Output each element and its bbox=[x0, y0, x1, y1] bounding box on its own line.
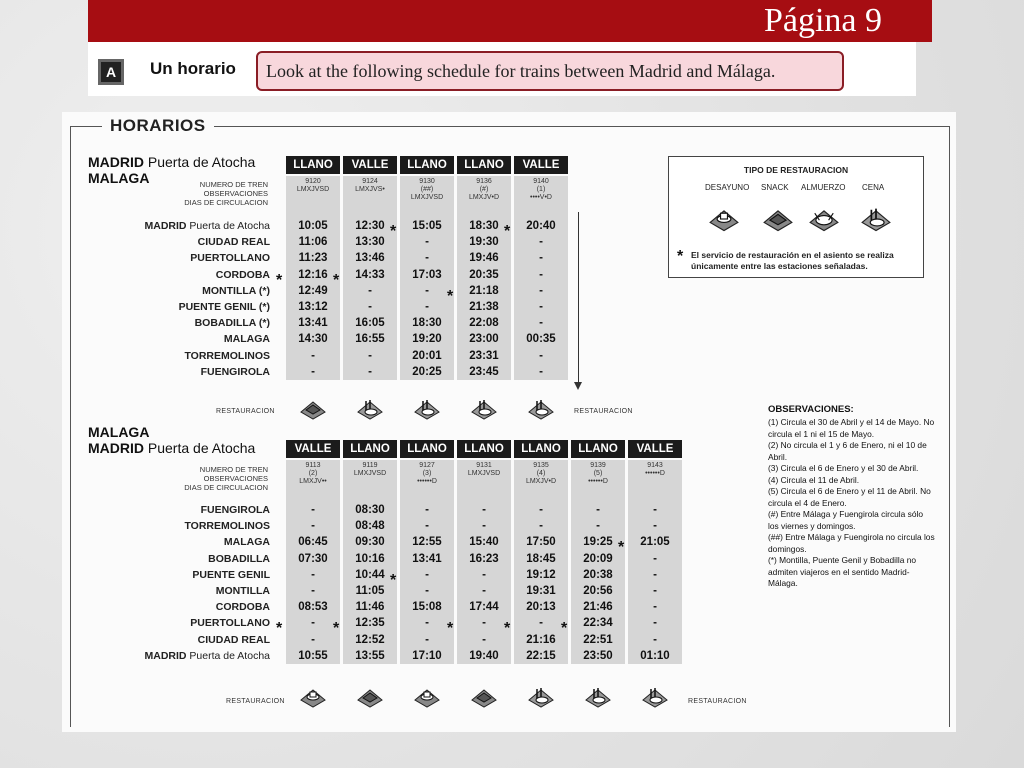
cena-icon bbox=[414, 398, 440, 420]
time-cell: - bbox=[653, 552, 657, 565]
train-type-header: LLANO bbox=[457, 440, 511, 458]
asterisk-icon: * bbox=[333, 620, 340, 638]
train-meta bbox=[571, 462, 625, 486]
observacion-item: (4) Circula el 11 de Abril. bbox=[768, 474, 860, 485]
time-cell: 08:30 bbox=[355, 504, 385, 516]
time-cell: 18:45 bbox=[526, 552, 556, 565]
train-type-header: LLANO bbox=[400, 440, 454, 458]
observaciones-panel bbox=[768, 404, 936, 590]
station-name bbox=[102, 534, 270, 550]
observacion-item: (##) Entre Málaga y Fuengirola no circula los domingos. bbox=[768, 532, 935, 554]
station-name bbox=[102, 364, 270, 380]
station-name-bold: CIUDAD REAL bbox=[197, 236, 270, 249]
time-cell: 16:05 bbox=[355, 317, 385, 330]
time-cell: 21:46 bbox=[583, 601, 613, 614]
station-name bbox=[102, 615, 270, 631]
activity-a-icon: A bbox=[98, 59, 124, 85]
cena-icon bbox=[528, 398, 554, 420]
asterisk-icon: * bbox=[390, 571, 397, 589]
station-name-bold: TORREMOLINOS bbox=[184, 349, 270, 362]
route-origin-sub: Puerta de Atocha bbox=[144, 154, 256, 170]
time-cell: 20:40 bbox=[526, 220, 556, 232]
time-cell: 23:31 bbox=[469, 349, 499, 362]
time-cell: - bbox=[653, 568, 657, 581]
train-type-header: VALLE bbox=[343, 156, 397, 174]
station-name-bold: CIUDAD REAL bbox=[197, 633, 270, 646]
time-cell: 10:44 bbox=[355, 568, 385, 581]
time-cell: 22:51 bbox=[583, 633, 613, 646]
time-cell: 22:08 bbox=[469, 317, 499, 330]
station-name-bold: CORDOBA bbox=[215, 601, 270, 614]
train-meta bbox=[628, 462, 682, 478]
time-cell: 17:03 bbox=[412, 268, 442, 281]
time-cell: - bbox=[425, 520, 429, 533]
time-cell: - bbox=[539, 504, 543, 516]
station-name-bold: MALAGA bbox=[223, 333, 270, 346]
activity-title: Un horario bbox=[150, 59, 236, 78]
time-cell: - bbox=[311, 365, 315, 378]
restauracion-legend bbox=[668, 156, 924, 278]
station-name bbox=[102, 567, 270, 583]
time-cell: 15:05 bbox=[412, 220, 442, 232]
time-cell: 13:12 bbox=[298, 301, 328, 313]
station-name-sub: Puerta de Atocha bbox=[186, 220, 270, 232]
time-cell: - bbox=[425, 301, 429, 313]
asterisk-icon: * bbox=[390, 223, 397, 240]
station-name bbox=[102, 348, 270, 364]
return-route-title bbox=[88, 424, 255, 456]
time-cell: - bbox=[311, 504, 315, 516]
time-cell: - bbox=[539, 284, 543, 297]
time-cell: - bbox=[368, 284, 372, 297]
time-cell: 09:30 bbox=[355, 536, 385, 549]
time-cell: - bbox=[425, 617, 429, 630]
train-type-header: LLANO bbox=[400, 156, 454, 174]
route-destination: MALAGA bbox=[88, 170, 150, 186]
time-cell: - bbox=[653, 585, 657, 597]
time-cell: 19:25 bbox=[583, 536, 613, 549]
outbound-restauracion-label: RESTAURACION bbox=[216, 408, 275, 415]
time-cell: 19:46 bbox=[469, 252, 499, 265]
asterisk-icon: * bbox=[618, 539, 625, 557]
time-cell: - bbox=[539, 268, 543, 281]
time-cell: 10:16 bbox=[355, 552, 385, 565]
station-name bbox=[102, 299, 270, 315]
time-cell: - bbox=[425, 585, 429, 597]
train-days: LMXJV•D bbox=[525, 478, 557, 485]
time-cell: 13:41 bbox=[298, 317, 328, 330]
train-number: 9131 bbox=[476, 462, 492, 469]
observacion-item: (3) Circula el 6 de Enero y el 30 de Abril. bbox=[768, 463, 919, 473]
desayuno-icon bbox=[300, 686, 326, 708]
cena-icon bbox=[528, 686, 554, 708]
train-meta bbox=[514, 178, 568, 202]
schedule-document bbox=[62, 112, 956, 732]
time-cell: - bbox=[311, 568, 315, 581]
train-number: 9135 bbox=[533, 462, 549, 469]
train-days: LMXJVSD bbox=[467, 470, 501, 477]
time-cell: - bbox=[368, 301, 372, 313]
time-cell: 23:00 bbox=[469, 333, 499, 346]
train-days: ••••••D bbox=[645, 470, 665, 477]
time-cell: 23:45 bbox=[469, 365, 499, 378]
station-name bbox=[102, 502, 270, 518]
observacion-item: (5) Circula el 6 de Enero y el 11 de Abril. No circula el 4 de Enero. bbox=[768, 486, 931, 508]
time-cell: 20:09 bbox=[583, 552, 613, 565]
time-cell: 21:05 bbox=[640, 536, 670, 549]
station-name-bold: PUERTOLLANO bbox=[190, 252, 270, 265]
station-name bbox=[102, 551, 270, 567]
time-cell: - bbox=[539, 317, 543, 330]
train-observation: (3) bbox=[422, 470, 432, 477]
time-cell: - bbox=[425, 504, 429, 516]
time-cell: 19:31 bbox=[526, 585, 556, 597]
station-name-bold: PUENTE GENIL (*) bbox=[178, 301, 270, 313]
cena-icon bbox=[471, 398, 497, 420]
time-cell: 14:30 bbox=[298, 333, 328, 346]
return-route-destination: MADRID bbox=[88, 440, 144, 456]
page-number: Página 9 bbox=[763, 2, 882, 39]
time-cell: 15:40 bbox=[469, 536, 499, 549]
time-cell: 12:55 bbox=[412, 536, 442, 549]
train-number: 9119 bbox=[362, 462, 378, 469]
time-cell: - bbox=[311, 617, 315, 630]
cena-icon bbox=[642, 686, 668, 708]
station-name-bold: TORREMOLINOS bbox=[184, 520, 270, 533]
station-name-sub: Puerta de Atocha bbox=[186, 649, 270, 662]
train-number: 9136 bbox=[476, 178, 492, 185]
time-cell: - bbox=[425, 252, 429, 265]
time-cell: 12:16 bbox=[298, 268, 328, 281]
train-observation: (1) bbox=[536, 186, 546, 193]
activity-strip bbox=[88, 42, 916, 96]
train-observation: (##) bbox=[420, 186, 434, 193]
time-cell: 20:56 bbox=[583, 585, 613, 597]
time-cell: - bbox=[596, 504, 600, 516]
time-cell: - bbox=[482, 617, 486, 630]
train-days: LMXJVS• bbox=[355, 186, 385, 193]
train-number: 9127 bbox=[419, 462, 435, 469]
time-cell: - bbox=[482, 504, 486, 516]
time-cell: 19:12 bbox=[526, 568, 556, 581]
time-cell: 07:30 bbox=[298, 552, 328, 565]
time-cell: 12:30 bbox=[355, 220, 385, 232]
station-name-bold: MALAGA bbox=[223, 536, 270, 549]
station-name-bold: BOBADILLA bbox=[208, 552, 270, 565]
time-cell: 11:23 bbox=[298, 252, 328, 265]
time-cell: - bbox=[482, 585, 486, 597]
instruction-box: Look at the following schedule for trains between Madrid and Málaga. bbox=[256, 51, 844, 91]
train-days: LMXJV•• bbox=[299, 478, 327, 485]
time-cell: 08:48 bbox=[355, 520, 385, 533]
asterisk-icon: * bbox=[561, 620, 568, 638]
cena-icon bbox=[357, 398, 383, 420]
station-name bbox=[102, 315, 270, 331]
train-days: LMXJVSD bbox=[296, 186, 330, 193]
time-cell: - bbox=[425, 284, 429, 297]
train-number: 9124 bbox=[362, 178, 378, 185]
time-cell: 23:50 bbox=[583, 649, 613, 662]
time-cell: - bbox=[482, 520, 486, 533]
station-name-bold: MADRID bbox=[144, 649, 187, 662]
time-cell: - bbox=[368, 365, 372, 378]
return-restauracion-label-right: RESTAURACION bbox=[688, 698, 747, 705]
time-cell: 20:01 bbox=[412, 349, 442, 362]
train-type-header: LLANO bbox=[571, 440, 625, 458]
time-cell: 13:46 bbox=[355, 252, 385, 265]
time-cell: - bbox=[425, 568, 429, 581]
snack-icon bbox=[300, 398, 326, 420]
station-name bbox=[102, 218, 270, 234]
train-meta bbox=[400, 462, 454, 486]
desayuno-icon bbox=[709, 205, 739, 233]
station-name bbox=[102, 599, 270, 615]
train-type-header: LLANO bbox=[514, 440, 568, 458]
time-cell: 22:15 bbox=[526, 649, 556, 662]
time-cell: 13:30 bbox=[355, 236, 385, 249]
outbound-arrowhead bbox=[574, 382, 582, 390]
time-cell: 20:38 bbox=[583, 568, 613, 581]
observacion-item: (1) Circula el 30 de Abril y el 14 de Mayo. No circula el 1 ni el 15 de Mayo. bbox=[768, 417, 935, 439]
time-cell: 13:55 bbox=[355, 649, 385, 662]
title-banner bbox=[88, 0, 932, 42]
train-number: 9113 bbox=[305, 462, 321, 469]
station-name bbox=[102, 648, 270, 664]
time-cell: 11:05 bbox=[355, 585, 385, 597]
snack-icon bbox=[763, 205, 793, 233]
time-cell: 18:30 bbox=[469, 220, 499, 232]
label-numero: NUMERO DE TREN bbox=[199, 465, 268, 474]
restauracion-legend-title: TIPO DE RESTAURACION bbox=[743, 165, 849, 175]
train-type-header: VALLE bbox=[628, 440, 682, 458]
time-cell: 15:08 bbox=[412, 601, 442, 614]
almuerzo-icon bbox=[809, 205, 839, 233]
train-number: 9139 bbox=[590, 462, 606, 469]
train-type-header: VALLE bbox=[514, 156, 568, 174]
meal-cena: CENA bbox=[862, 183, 885, 192]
station-name-bold: FUENGIROLA bbox=[200, 365, 270, 378]
time-cell: 19:20 bbox=[412, 333, 442, 346]
meal-desayuno: DESAYUNO bbox=[705, 183, 750, 192]
station-name bbox=[102, 250, 270, 266]
time-cell: 17:10 bbox=[412, 649, 442, 662]
time-cell: 19:40 bbox=[469, 649, 499, 662]
train-days: ••••V•D bbox=[530, 194, 552, 201]
train-observation: (#) bbox=[479, 186, 489, 193]
train-type-header: LLANO bbox=[286, 156, 340, 174]
time-cell: - bbox=[539, 520, 543, 533]
time-cell: 11:06 bbox=[298, 236, 328, 249]
time-cell: 10:05 bbox=[298, 220, 328, 232]
train-number: 9143 bbox=[647, 462, 663, 469]
route-origin: MADRID bbox=[88, 154, 144, 170]
train-observation: (2) bbox=[308, 470, 318, 477]
train-type-header: LLANO bbox=[343, 440, 397, 458]
train-meta bbox=[457, 462, 511, 478]
station-name-bold: BOBADILLA (*) bbox=[194, 317, 270, 330]
outbound-arrow bbox=[578, 212, 579, 384]
time-cell: 21:38 bbox=[469, 301, 499, 313]
label-numero: NUMERO DE TREN bbox=[199, 180, 268, 189]
train-number: 9120 bbox=[305, 178, 321, 185]
time-cell: 14:33 bbox=[355, 268, 385, 281]
station-name-bold: CORDOBA bbox=[215, 268, 270, 281]
observacion-item: (*) Montilla, Puente Genil y Bobadilla no admiten viajeros en el sentido Madrid-Málaga. bbox=[768, 555, 917, 588]
time-cell: - bbox=[311, 520, 315, 533]
cena-icon bbox=[585, 686, 611, 708]
time-cell: 13:41 bbox=[412, 552, 442, 565]
time-cell: - bbox=[311, 585, 315, 597]
time-cell: - bbox=[653, 601, 657, 614]
time-cell: 22:34 bbox=[583, 617, 613, 630]
train-type-header: LLANO bbox=[457, 156, 511, 174]
time-cell: 18:30 bbox=[412, 317, 442, 330]
return-header-labels bbox=[152, 465, 268, 492]
train-days: LMXJVSD bbox=[353, 470, 387, 477]
station-name bbox=[102, 283, 270, 299]
label-observaciones: OBSERVACIONES bbox=[203, 474, 268, 483]
time-cell: - bbox=[482, 633, 486, 646]
meal-almuerzo: ALMUERZO bbox=[801, 183, 846, 192]
train-meta bbox=[343, 462, 397, 478]
train-meta bbox=[514, 462, 568, 486]
time-cell: 11:46 bbox=[355, 601, 385, 614]
train-meta bbox=[286, 462, 340, 486]
asterisk-icon: * bbox=[276, 271, 283, 289]
label-dias: DIAS DE CIRCULACION bbox=[184, 483, 268, 492]
asterisk-icon: * bbox=[447, 287, 454, 305]
time-cell: - bbox=[539, 252, 543, 265]
time-cell: - bbox=[596, 520, 600, 533]
asterisk-icon: * bbox=[677, 248, 684, 265]
return-restauracion-label: RESTAURACION bbox=[226, 698, 285, 705]
label-dias: DIAS DE CIRCULACION bbox=[184, 198, 268, 207]
time-cell: - bbox=[653, 520, 657, 533]
time-cell: - bbox=[539, 365, 543, 378]
station-name-bold: MONTILLA (*) bbox=[202, 284, 270, 297]
time-cell: - bbox=[539, 236, 543, 249]
time-cell: - bbox=[653, 504, 657, 516]
station-name bbox=[102, 267, 270, 283]
cena-icon bbox=[861, 205, 891, 233]
time-cell: 16:23 bbox=[469, 552, 499, 565]
time-cell: 16:55 bbox=[355, 333, 385, 346]
return-route-destination-sub: Puerta de Atocha bbox=[144, 440, 256, 456]
train-observation: (5) bbox=[593, 470, 603, 477]
station-name-bold: MADRID bbox=[144, 220, 187, 232]
asterisk-icon: * bbox=[504, 620, 511, 638]
time-cell: 12:49 bbox=[298, 284, 328, 297]
time-cell: - bbox=[539, 349, 543, 362]
time-cell: - bbox=[539, 617, 543, 630]
train-meta bbox=[286, 178, 340, 194]
time-cell: - bbox=[311, 349, 315, 362]
station-name bbox=[102, 234, 270, 250]
snack-icon bbox=[357, 686, 383, 708]
train-days: ••••••D bbox=[417, 478, 437, 485]
time-cell: 10:55 bbox=[298, 649, 328, 662]
time-cell: 21:18 bbox=[469, 284, 499, 297]
station-name-bold: PUENTE GENIL bbox=[192, 568, 270, 581]
observaciones-title: OBSERVACIONES: bbox=[768, 404, 854, 415]
asterisk-icon: * bbox=[333, 271, 340, 289]
time-cell: - bbox=[425, 236, 429, 249]
station-name-bold: MONTILLA bbox=[215, 585, 270, 597]
time-cell: 21:16 bbox=[526, 633, 556, 646]
train-type-header: VALLE bbox=[286, 440, 340, 458]
train-days: LMXJVSD bbox=[410, 194, 444, 201]
time-cell: - bbox=[539, 301, 543, 313]
train-number: 9140 bbox=[533, 178, 549, 185]
time-cell: 01:10 bbox=[640, 649, 670, 662]
time-cell: 06:45 bbox=[298, 536, 328, 549]
station-name bbox=[102, 583, 270, 599]
time-cell: 12:52 bbox=[355, 633, 385, 646]
time-cell: 17:44 bbox=[469, 601, 499, 614]
station-name-bold: PUERTOLLANO bbox=[190, 617, 270, 630]
time-cell: - bbox=[653, 617, 657, 630]
train-observation: (4) bbox=[536, 470, 546, 477]
desayuno-icon bbox=[414, 686, 440, 708]
train-days: ••••••D bbox=[588, 478, 608, 485]
outbound-header-labels bbox=[152, 180, 268, 207]
train-number: 9130 bbox=[419, 178, 435, 185]
asterisk-icon: * bbox=[504, 223, 511, 240]
train-meta bbox=[400, 178, 454, 202]
label-observaciones: OBSERVACIONES bbox=[203, 189, 268, 198]
document-title: HORARIOS bbox=[102, 116, 214, 136]
train-days: LMXJV•D bbox=[468, 194, 500, 201]
snack-icon bbox=[471, 686, 497, 708]
station-name bbox=[102, 331, 270, 347]
train-meta bbox=[343, 178, 397, 194]
time-cell: 08:53 bbox=[298, 601, 328, 614]
time-cell: - bbox=[311, 633, 315, 646]
outbound-restauracion-label-right: RESTAURACION bbox=[574, 408, 633, 415]
time-cell: - bbox=[653, 633, 657, 646]
restauracion-note: El servicio de restauración en el asiento se realiza únicamente entre las estaciones señaladas. bbox=[691, 250, 894, 271]
time-cell: 17:50 bbox=[526, 536, 556, 549]
time-cell: 20:35 bbox=[469, 268, 499, 281]
time-cell: - bbox=[368, 349, 372, 362]
time-cell: 19:30 bbox=[469, 236, 499, 249]
observacion-item: (#) Entre Málaga y Fuengirola circula sólo los viernes y domingos. bbox=[768, 509, 924, 531]
station-name-bold: FUENGIROLA bbox=[200, 504, 270, 516]
time-cell: 20:25 bbox=[412, 365, 442, 378]
time-cell: 20:13 bbox=[526, 601, 556, 614]
asterisk-icon: * bbox=[276, 620, 283, 638]
observacion-item: (2) No circula el 1 y 6 de Enero, ni el 10 de Abril. bbox=[768, 440, 927, 462]
time-cell: - bbox=[482, 568, 486, 581]
return-route-origin: MALAGA bbox=[88, 424, 150, 440]
time-cell: 12:35 bbox=[355, 617, 385, 630]
meal-snack: SNACK bbox=[761, 183, 789, 192]
time-cell: 00:35 bbox=[526, 333, 556, 346]
station-name bbox=[102, 518, 270, 534]
time-cell: - bbox=[425, 633, 429, 646]
station-name bbox=[102, 632, 270, 648]
train-meta bbox=[457, 178, 511, 202]
asterisk-icon: * bbox=[447, 620, 454, 638]
